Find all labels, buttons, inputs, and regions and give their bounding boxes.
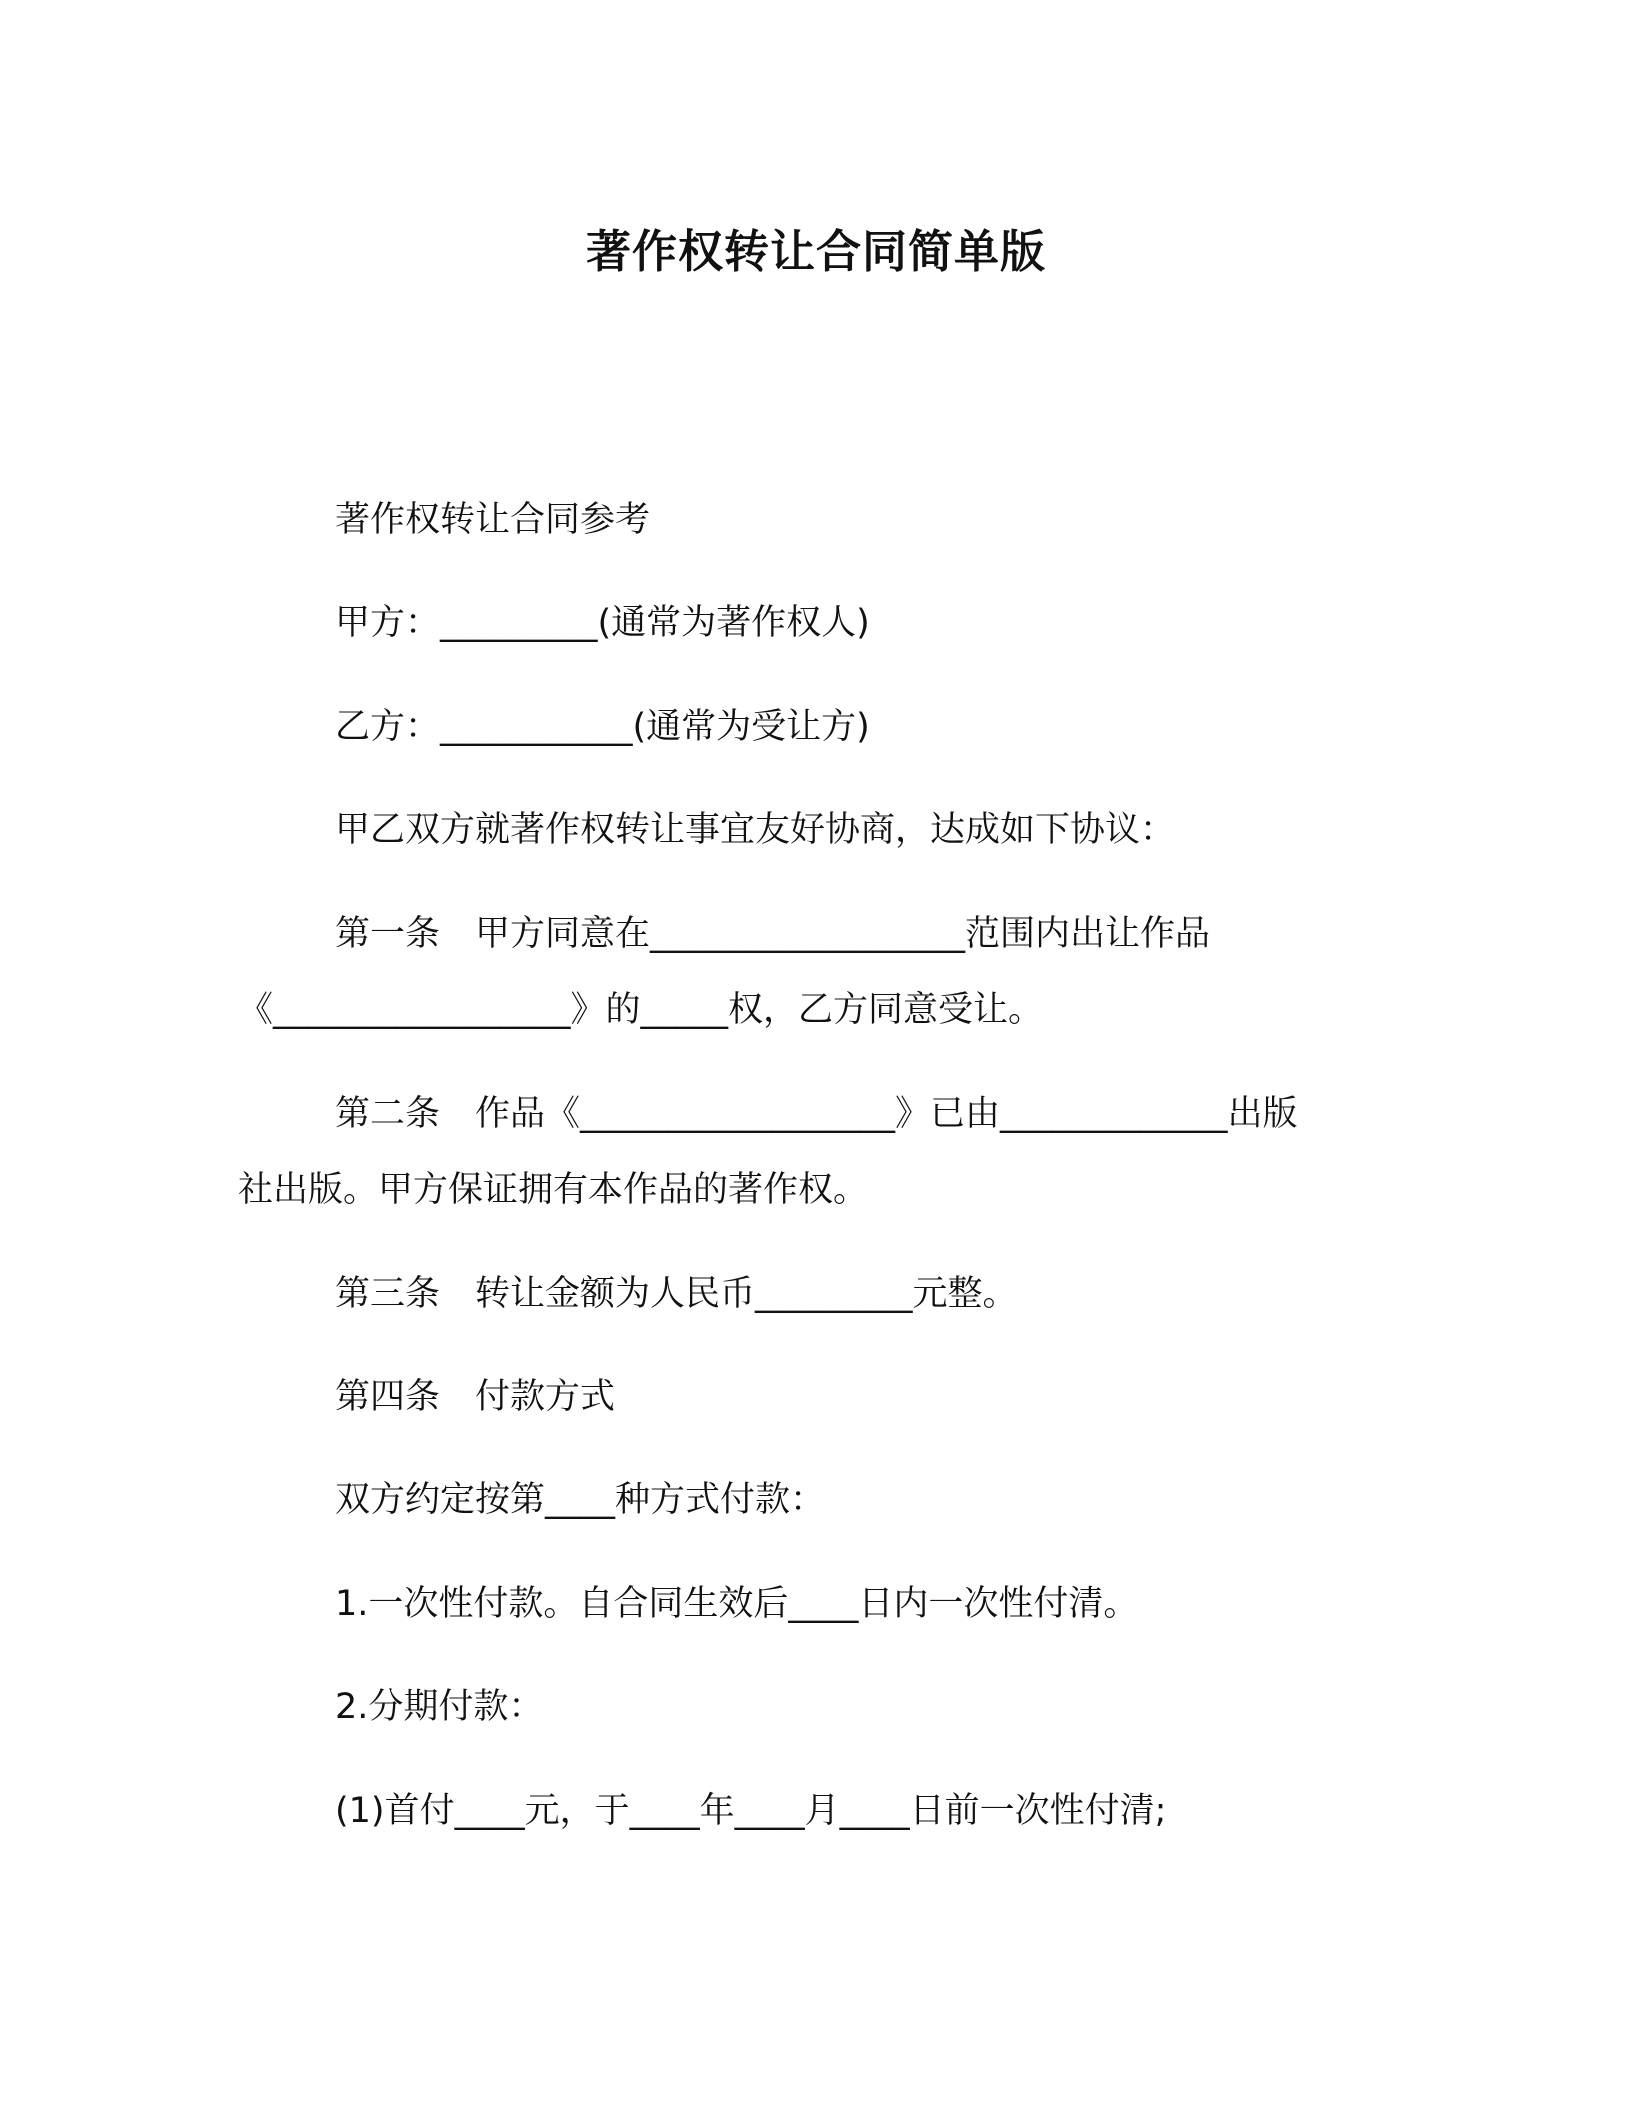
paragraph-party-b: 乙方：___________(通常为受让方): [335, 707, 870, 747]
paragraph-intro: 甲乙双方就著作权转让事宜友好协商，达成如下协议：: [335, 810, 1176, 850]
paragraph-party-a: 甲方：_________(通常为著作权人): [335, 603, 870, 643]
paragraph-payment-2-1: (1)首付____元，于____年____月____日前一次性付清;: [335, 1791, 1167, 1831]
paragraph-payment-1: 1.一次性付款。自合同生效后____日内一次性付清。: [335, 1584, 1139, 1624]
paragraph-article-1-cont: 《_________________》的_____权，乙方同意受让。: [238, 990, 1044, 1030]
paragraph-subtitle: 著作权转让合同参考: [335, 500, 651, 540]
paragraph-article-3: 第三条 转让金额为人民币_________元整。: [335, 1274, 1018, 1314]
paragraph-article-1: 第一条 甲方同意在__________________范围内出让作品: [335, 914, 1211, 954]
paragraph-payment-2: 2.分期付款：: [335, 1687, 544, 1727]
paragraph-article-2-cont: 社出版。甲方保证拥有本作品的著作权。: [238, 1170, 869, 1210]
document-title: 著作权转让合同简单版: [585, 225, 1046, 278]
paragraph-payment-choice: 双方约定按第____种方式付款：: [335, 1480, 826, 1520]
paragraph-article-4: 第四条 付款方式: [335, 1377, 616, 1417]
paragraph-article-2: 第二条 作品《__________________》已由_____________出版: [335, 1094, 1298, 1134]
